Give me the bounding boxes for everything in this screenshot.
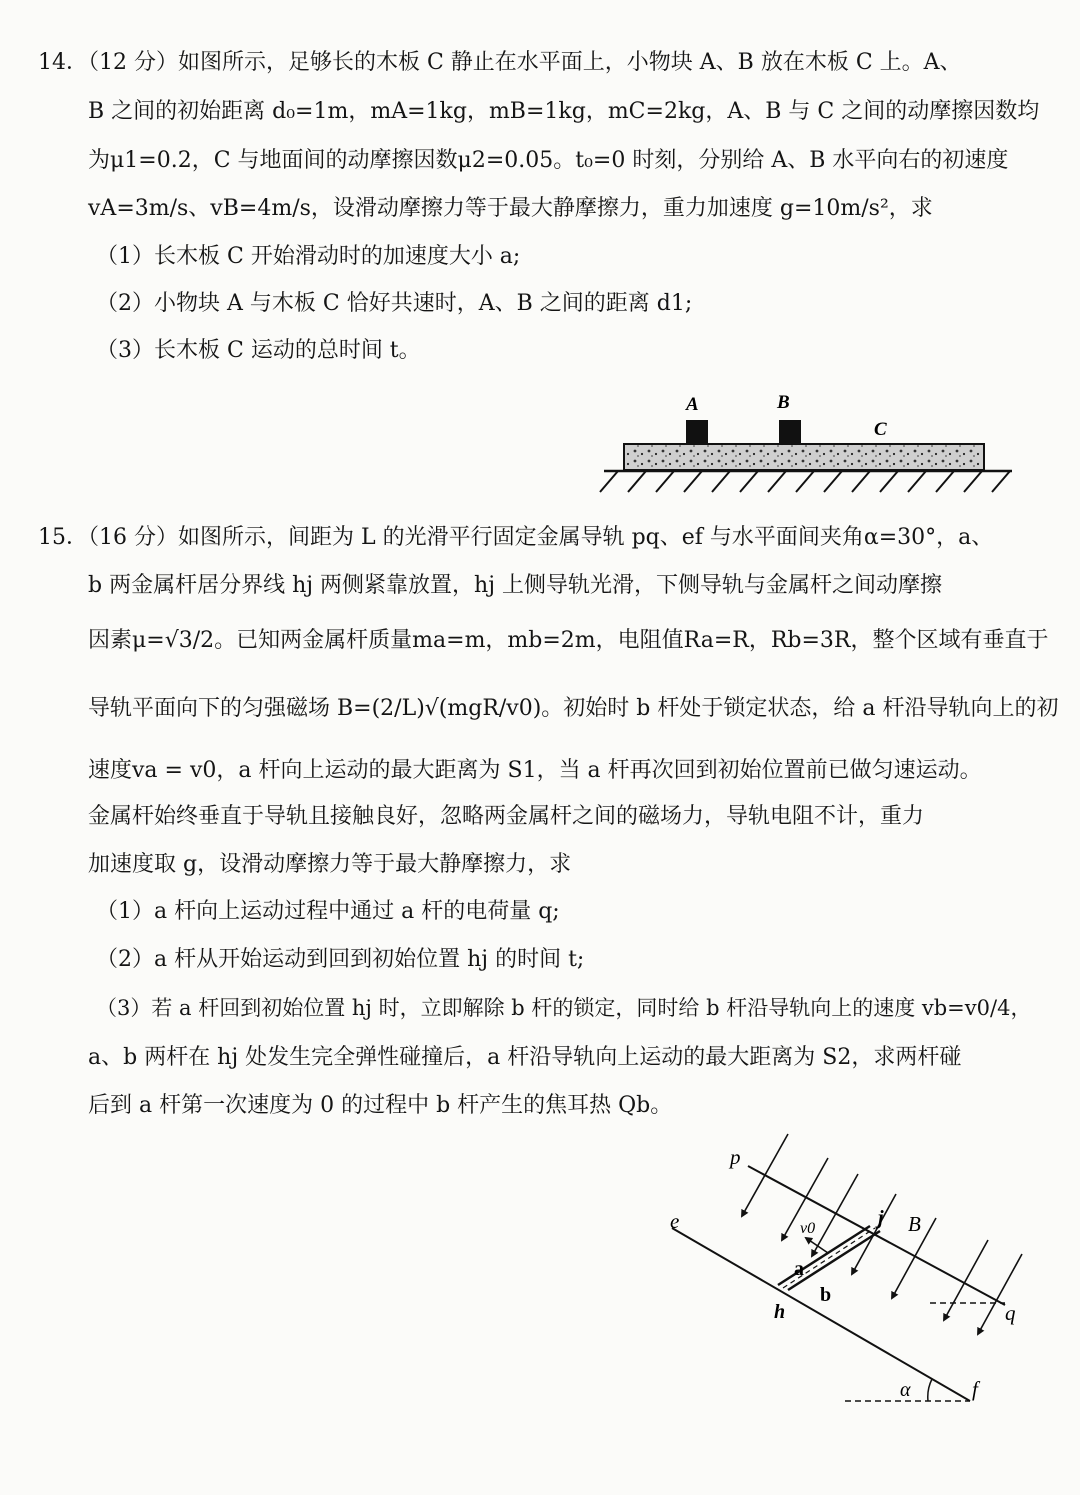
q15-sub-1: （1）a 杆向上运动过程中通过 a 杆的电荷量 q; — [96, 899, 560, 924]
ground-hatch — [600, 471, 1010, 492]
label-h: h — [774, 1301, 786, 1323]
q14-board-figure — [590, 388, 1020, 498]
q15-line-3: 因素μ=√3/2。已知两金属杆质量ma=m，mb=2m，电阻值Ra=R，Rb=3R，整个区域有垂直于 — [88, 628, 1049, 653]
label-j: j — [878, 1207, 884, 1229]
q14-sub-3: （3）长木板 C 运动的总时间 t。 — [96, 338, 421, 363]
label-p: p — [730, 1145, 741, 1169]
q14-line-1: 14．（12 分）如图所示，足够长的木板 C 静止在水平面上，小物块 A、B 放在木板 C 上。A、 — [38, 50, 962, 75]
label-a: A — [686, 394, 699, 415]
q14-sub-2: （2）小物块 A 与木板 C 恰好共速时，A、B 之间的距离 d1; — [96, 291, 693, 316]
label-f: f — [972, 1377, 978, 1401]
q15-line-6: 金属杆始终垂直于导轨且接触良好，忽略两金属杆之间的磁场力，导轨电阻不计，重力 — [88, 804, 925, 829]
label-alpha: α — [900, 1379, 911, 1401]
q14-line-4: vA=3m/s、vB=4m/s，设滑动摩擦力等于最大静摩擦力，重力加速度 g=10m/s²，求 — [88, 196, 933, 221]
label-b: B — [777, 392, 790, 413]
q15-rail-figure — [660, 1128, 1040, 1413]
q15-line-5: 速度va = v0，a 杆向上运动的最大距离为 S1，当 a 杆再次回到初始位置前已做匀速运动。 — [88, 758, 982, 783]
q15-sub-2: （2）a 杆从开始运动到回到初始位置 hj 的时间 t; — [96, 947, 585, 972]
label-c: C — [874, 419, 887, 440]
label-q: q — [1005, 1301, 1016, 1325]
q15-line-4: 导轨平面向下的匀强磁场 B=(2/L)√(mgR/v0)。初始时 b 杆处于锁定状态，给 a 杆沿导轨向上的初 — [88, 696, 1059, 721]
q15-sub-3: （3）若 a 杆回到初始位置 hj 时，立即解除 b 杆的锁定，同时给 b 杆沿导轨向上的速度 vb=v0/4， — [96, 996, 1032, 1020]
label-e: e — [670, 1209, 680, 1233]
q15-line-7: 加速度取 g，设滑动摩擦力等于最大静摩擦力，求 — [88, 852, 572, 877]
q14-line-2: B 之间的初始距离 d₀=1m，mA=1kg，mB=1kg，mC=2kg，A、B 与 C 之间的动摩擦因数均 — [88, 99, 1040, 124]
q15-tail-2: 后到 a 杆第一次速度为 0 的过程中 b 杆产生的焦耳热 Qb。 — [88, 1093, 673, 1118]
block-b — [779, 420, 801, 444]
q15-tail-1: a、b 两杆在 hj 处发生完全弹性碰撞后，a 杆沿导轨向上运动的最大距离为 S2，求两杆碰 — [88, 1045, 962, 1070]
label-field-b: B — [908, 1212, 921, 1236]
board-c — [624, 444, 984, 470]
angle-arc — [928, 1379, 932, 1401]
q14-sub-1: （1）长木板 C 开始滑动时的加速度大小 a; — [96, 244, 521, 269]
label-v0: v0 — [800, 1220, 816, 1237]
block-a — [686, 420, 708, 444]
v0-arrow — [806, 1238, 828, 1253]
rail-ef — [672, 1228, 970, 1401]
q15-line-2: b 两金属杆居分界线 hj 两侧紧靠放置，hj 上侧导轨光滑，下侧导轨与金属杆之间动摩擦 — [88, 573, 943, 598]
q15-line-1: 15．（16 分）如图所示，间距为 L 的光滑平行固定金属导轨 pq、ef 与水平面间夹角α=30°，a、 — [38, 525, 994, 550]
q14-line-3: 为μ1=0.2，C 与地面间的动摩擦因数μ2=0.05。t₀=0 时刻，分别给 A、B 水平向右的初速度 — [88, 148, 1009, 173]
label-rod-a: a — [794, 1258, 804, 1280]
label-rod-b: b — [820, 1284, 832, 1306]
rail-pq — [748, 1166, 1005, 1305]
